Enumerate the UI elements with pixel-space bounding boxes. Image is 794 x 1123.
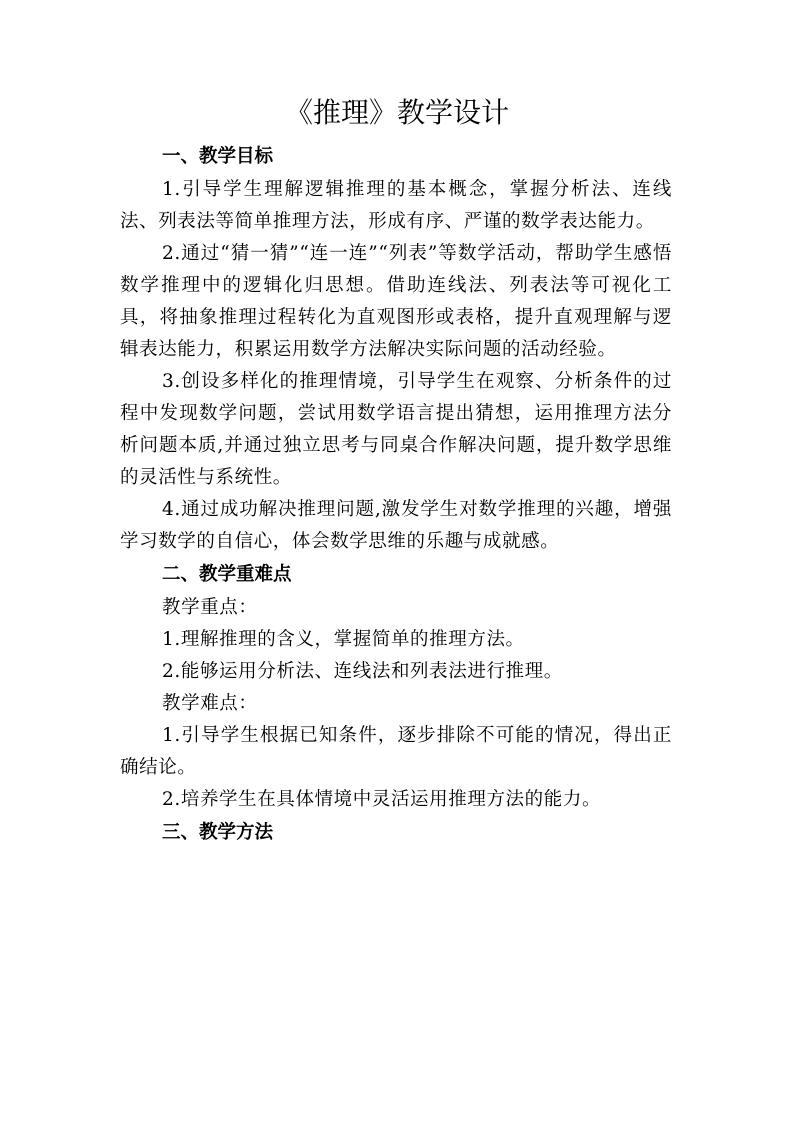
- key-point-1: 1.理解推理的含义，掌握简单的推理方法。: [162, 629, 525, 650]
- objective-paragraph-1: 1.引导学生理解逻辑推理的基本概念，掌握分析法、连线法、列表法等简单推理方法，形成有序、严谨的数学表达能力。: [120, 179, 672, 232]
- section-heading-objectives: 一、教学目标: [162, 146, 274, 167]
- document-body: [120, 140, 672, 850]
- difficulty-1: 1.引导学生根据已知条件，逐步排除不可能的情况，得出正确结论。: [120, 725, 672, 778]
- difficulty-2: 2.培养学生在具体情境中灵活运用推理方法的能力。: [162, 789, 602, 810]
- key-points-label: 教学重点：: [162, 597, 258, 618]
- document-title: 《推理》教学设计: [284, 96, 509, 129]
- key-point-2: 2.能够运用分析法、连线法和列表法进行推理。: [162, 661, 563, 682]
- difficulties-label: 教学难点：: [162, 693, 258, 714]
- objective-paragraph-2: 2.通过“猜一猜”“连一连”“列表”等数学活动，帮助学生感悟数学推理中的逻辑化归思想。借助连线法、列表法等可视化工具，将抽象推理过程转化为直观图形或表格，提升直观理解与逻辑表达能力，积累运用数学方法解决实际问题的活动经验。: [120, 243, 672, 360]
- objective-paragraph-4: 4.通过成功解决推理问题,激发学生对数学推理的兴趣，增强学习数学的自信心，体会数学思维的乐趣与成就感。: [120, 499, 672, 552]
- section-heading-key-difficult-points: 二、教学重难点: [162, 564, 292, 585]
- section-heading-methods: 三、教学方法: [162, 822, 274, 843]
- objective-paragraph-3: 3.创设多样化的推理情境，引导学生在观察、分析条件的过程中发现数学问题，尝试用数学语言提出猜想，运用推理方法分析问题本质,并通过独立思考与同桌合作解决问题，提升数学思维的灵活性与系统性。: [120, 371, 672, 488]
